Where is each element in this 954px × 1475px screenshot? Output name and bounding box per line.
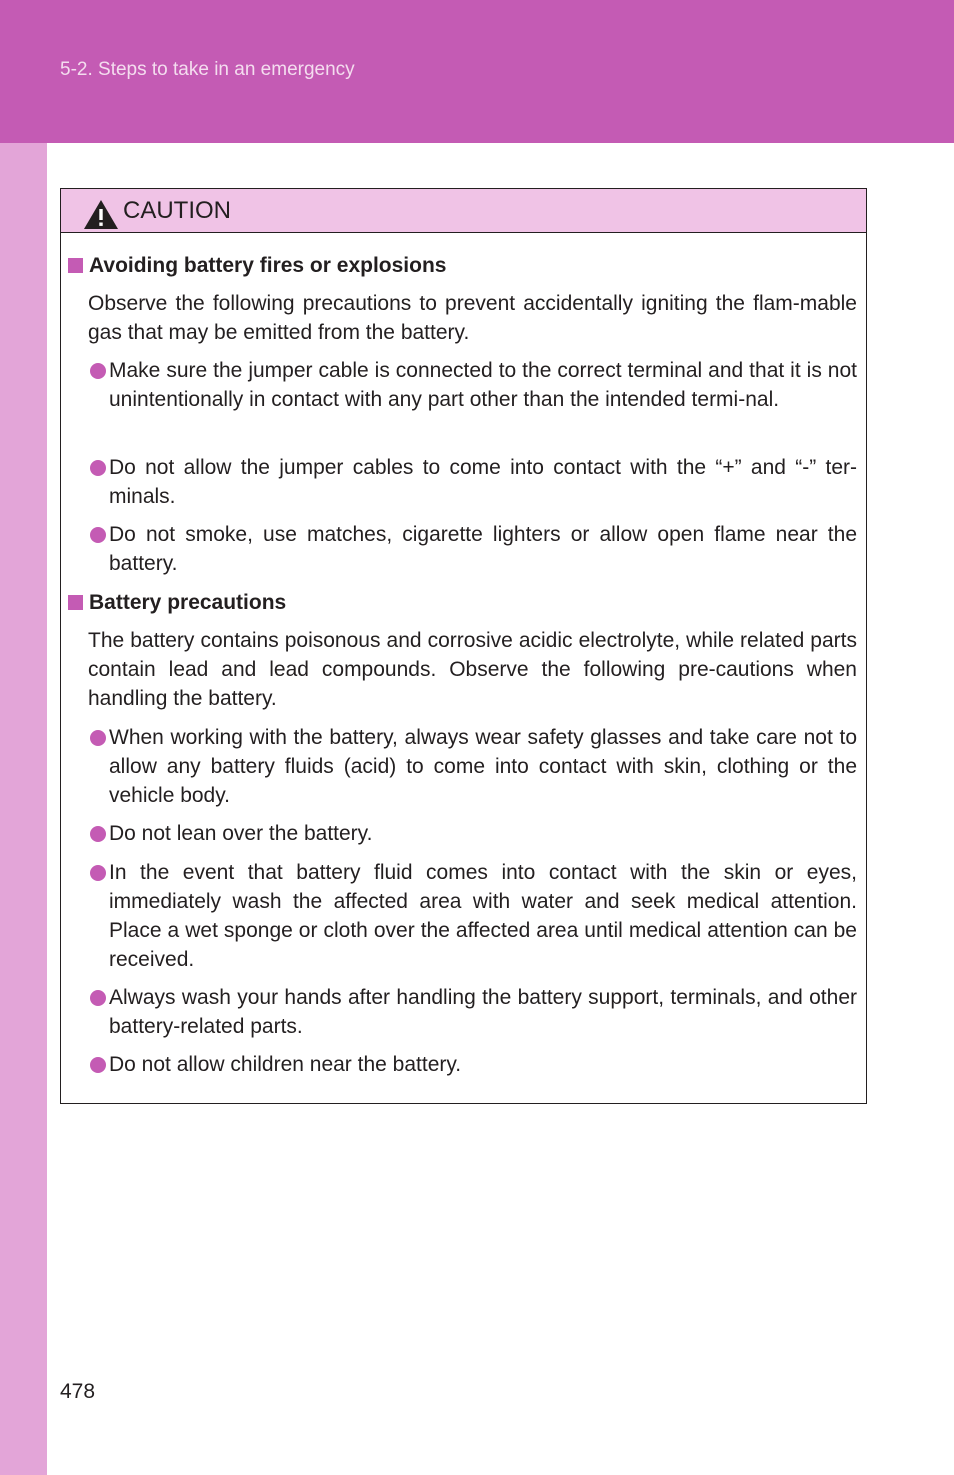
side-strip [0, 143, 47, 1475]
circle-bullet-icon [90, 730, 106, 746]
section-intro: Observe the following precautions to prevent accidentally igniting the flam-mable gas that may be emitted from the battery. [88, 292, 857, 344]
list-item: Do not allow children near the battery. [88, 1050, 857, 1079]
square-bullet-icon [68, 258, 83, 273]
circle-bullet-icon [90, 865, 106, 881]
circle-bullet-icon [90, 826, 106, 842]
page-number: 478 [60, 1380, 96, 1403]
list-item: Do not lean over the battery. [88, 819, 857, 848]
list-item: Do not allow the jumper cables to come into contact with the “+” and “-” ter-minals. [88, 453, 857, 511]
list-item: When working with the battery, always wear safety glasses and take care not to allow any battery fluids (acid) to come into contact with skin, clothing or the vehicle body. [88, 723, 857, 810]
list-item: Always wash your hands after handling the battery support, terminals, and other battery-related parts. [88, 983, 857, 1041]
circle-bullet-icon [90, 460, 106, 476]
warning-triangle-icon [83, 199, 119, 230]
section-heading: Battery precautions [68, 588, 286, 617]
square-bullet-icon [68, 595, 83, 610]
circle-bullet-icon [90, 1057, 106, 1073]
section-heading: Avoiding battery fires or explosions [68, 251, 446, 280]
list-item: In the event that battery fluid comes into contact with the skin or eyes, immediately wash the affected area with water and seek medical attention. Place a wet sponge or cloth over the affected area until medical attention can be received. [88, 858, 857, 974]
list-item: Do not smoke, use matches, cigarette lighters or allow open flame near the battery. [88, 520, 857, 578]
section-title: 5-2. Steps to take in an emergency [60, 59, 355, 80]
circle-bullet-icon [90, 527, 106, 543]
circle-bullet-icon [90, 990, 106, 1006]
caution-header [61, 189, 866, 233]
section-intro: The battery contains poisonous and corrosive acidic electrolyte, while related parts contain lead and lead compounds. Observe the following pre-cautions when handling the battery. [88, 629, 857, 710]
list-item: Make sure the jumper cable is connected to the correct terminal and that it is not unintentionally in contact with any part other than the intended termi-nal. [88, 356, 857, 414]
circle-bullet-icon [90, 363, 106, 379]
caution-box [60, 188, 867, 1104]
caution-label: CAUTION [123, 197, 231, 224]
